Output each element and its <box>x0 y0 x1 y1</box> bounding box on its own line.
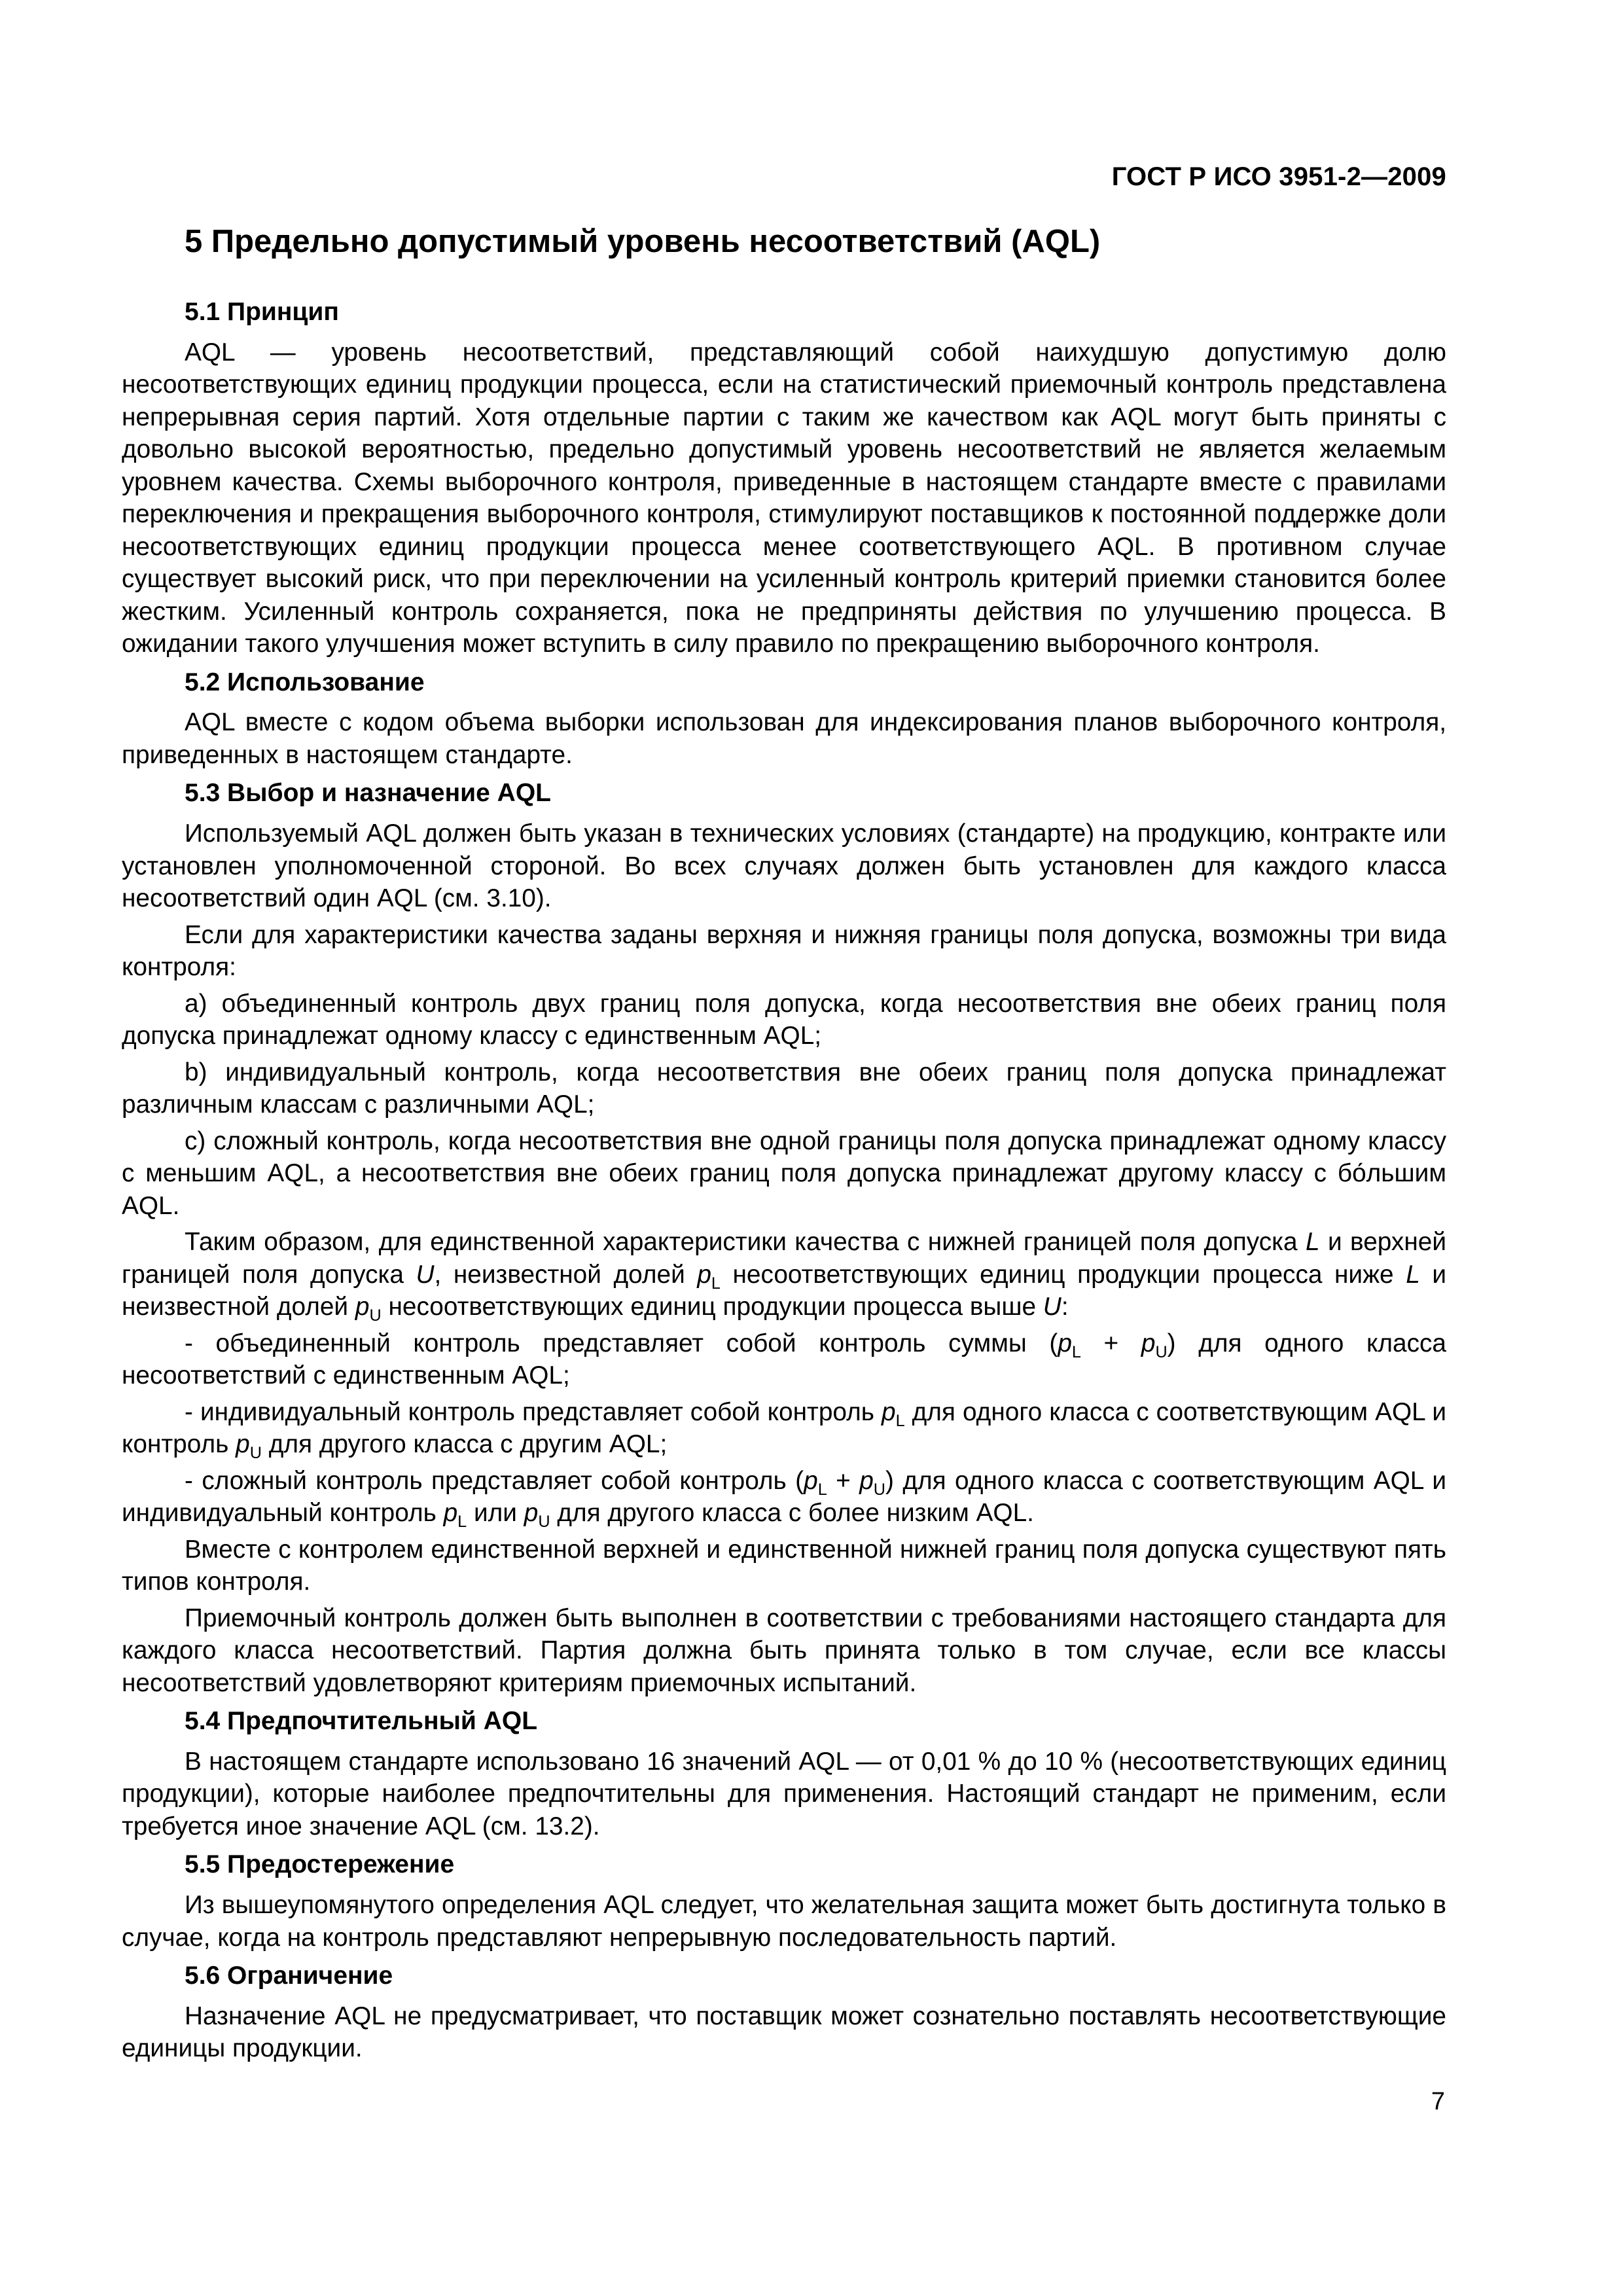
page-number: 7 <box>1431 2088 1445 2115</box>
section-5-2-paragraph: AQL вместе с кодом объема выборки использован для индексирования планов выборочного контроля, приведенных в настоящем стандарте. <box>122 708 1446 769</box>
section-5-3-paragraph-4: Вместе с контролем единственной верхней и единственной нижней границ поля допуска существуют пять типов контроля. <box>122 1535 1446 1596</box>
section-5-3-paragraph-1: Используемый AQL должен быть указан в технических условиях (стандарте) на продукцию, контракте или установлен уполномоченной стороной. Во всех случаях должен быть установлен для каждого класса несоответствий один AQL (см. 3.10). <box>122 819 1446 913</box>
section-5-1-paragraph: AQL — уровень несоответствий, представляющий собой наихудшую допустимую долю несоответствующих единиц продукции процесса, если на статистический приемочный контроль представлена непрерывная серия партий. Хотя отдельные партии с таким же качеством как AQL могут быть приняты с довольно высокой вероятностью, предельно допустимый уровень несоответствий не является желаемым уровнем качества. Схемы выборочного контроля, приведенные в настоящем стандарте вместе с правилами переключения и прекращения выборочного контроля, стимулируют поставщиков к постоянной поддержке доли несоответствующих единиц продукции процесса менее соответствующего AQL. В противном случае существует высокий риск, что при переключении на усиленный контроль критерий приемки становится более жестким. Усиленный контроль сохраняется, пока не предприняты действия по улучшению процесса. В ожидании такого улучшения может вступить в силу правило по прекращению выборочного контроля. <box>122 338 1446 658</box>
section-5-5-paragraph: Из вышеупомянутого определения AQL следует, что желательная защита может быть достигнута только в случае, когда на контроль представляют непрерывную последовательность партий. <box>122 1891 1446 1952</box>
section-5-3-paragraph-5: Приемочный контроль должен быть выполнен в соответствии с требованиями настоящего стандарта для каждого класса несоответствий. Партия должна быть принята только в том случае, если все классы несоответствий удовлетворяют критериям приемочных испытаний. <box>122 1604 1446 1697</box>
section-5-2-title: 5.2 Использование <box>185 668 425 696</box>
dash-item-individual: - индивидуальный контроль представляет собой контроль $p_L$ для одного класса с соответствующим AQL и контроль $p_U$ для другого класса с другим AQL; <box>122 1397 1446 1462</box>
section-5-title: 5 Предельно допустимый уровень несоответствий (AQL) <box>185 224 1101 259</box>
section-5-4-title: 5.4 Предпочтительный AQL <box>185 1707 538 1736</box>
section-5-6-title: 5.6 Ограничение <box>185 1962 393 1990</box>
section-5-6-paragraph: Назначение AQL не предусматривает, что поставщик может сознательно поставлять несоответствующие единицы продукции. <box>122 2001 1446 2063</box>
section-5-3-title: 5.3 Выбор и назначение AQL <box>185 779 551 808</box>
dash-item-complex: - сложный контроль представляет собой контроль $(p_L + p_U)$ для одного класса с соответствующим AQL и индивидуальный контроль $p_L$ или $p_U$ для другого класса с более низким AQL. <box>122 1466 1447 1531</box>
section-5-5-title: 5.5 Предостережение <box>185 1850 455 1879</box>
list-item-b: b) индивидуальный контроль, когда несоответствия вне обеих границ поля допуска принадлежат различным классам с различными AQL; <box>122 1058 1446 1119</box>
section-5-3-paragraph-3: Таким образом, для единственной характеристики качества с нижней границей поля допуска L и верхней границей поля допуска U, неизвестной долей $p_L$ несоответствующих единиц продукции процесса ниже L и неизвестной долей $p_U$ несоответствующих единиц продукции процесса выше U: <box>122 1228 1447 1325</box>
list-item-a: a) объединенный контроль двух границ поля допуска, когда несоответствия вне обеих границ поля допуска принадлежат одному классу с единственным AQL; <box>122 989 1446 1050</box>
section-5-3-paragraph-2: Если для характеристики качества заданы верхняя и нижняя границы поля допуска, возможны три вида контроля: <box>122 920 1446 982</box>
page-content <box>122 223 1446 2069</box>
section-5-4-paragraph: В настоящем стандарте использовано 16 значений AQL — от 0,01 % до 10 % (несоответствующих единиц продукции), которые наиболее предпочтительны для применения. Настоящий стандарт не применим, если требуется иное значение AQL (см. 13.2). <box>122 1747 1446 1840</box>
standard-header: ГОСТ Р ИСО 3951-2—2009 <box>1111 162 1446 191</box>
section-5-1-title: 5.1 Принцип <box>185 297 339 326</box>
dash-item-combined: - объединенный контроль представляет собой контроль суммы $(p_L + p_U)$ для одного класса несоответствий с единственным AQL; <box>122 1329 1447 1390</box>
list-item-c: c) сложный контроль, когда несоответствия вне одной границы поля допуска принадлежат одному классу с меньшим AQL, а несоответствия вне обеих границ поля допуска принадлежат другому классу с бо́льшим AQL. <box>122 1126 1446 1220</box>
